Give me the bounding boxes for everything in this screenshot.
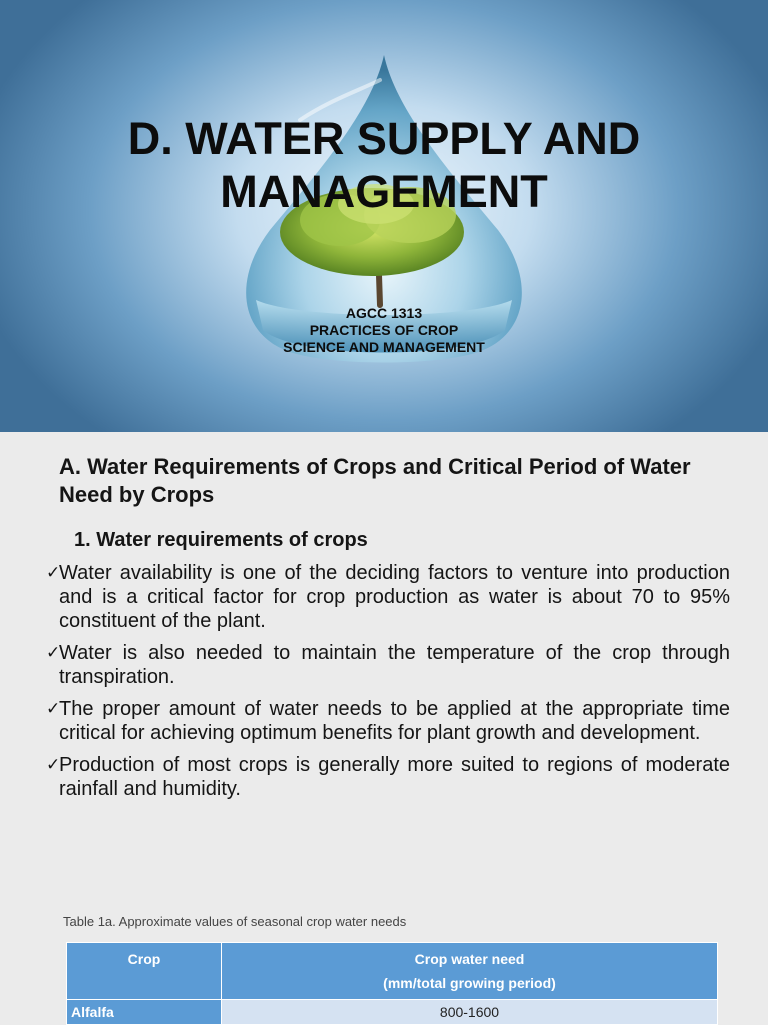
table-header-row [67,943,718,1000]
header-line-2: (mm/total growing period) [383,975,556,991]
water-need-cell: 800-1600 [222,1000,718,1025]
bullet-text: Water availability is one of the deciding factors to venture into production and is a critical factor for crop production as water is about 70 to 95% constituent of the plant. [59,562,730,632]
bullet-item [46,753,730,801]
title-slide [0,0,768,432]
table-caption: Table 1a. Approximate values of seasonal crop water needs [63,914,407,929]
bullet-item [46,697,730,745]
slide-subtitle [184,305,584,356]
bullet-item [46,641,730,689]
bullet-list [46,561,730,809]
bullet-text: Production of most crops is generally more suited to regions of moderate rainfall and humidity. [59,754,730,800]
crop-water-table [66,942,718,1025]
table-row [67,1000,718,1025]
section-subheading: 1. Water requirements of crops [74,529,368,551]
header-crop: Crop [67,943,222,1000]
table-slide [0,867,768,1024]
course-name-line-1: PRACTICES OF CROP [309,322,459,338]
content-slide [0,432,768,867]
crop-name-cell: Alfalfa [67,1000,222,1025]
checkmark-icon: ✓ [46,643,61,663]
course-name-line-2: SCIENCE AND MANAGEMENT [283,339,485,355]
checkmark-icon: ✓ [46,563,61,583]
header-crop-water-need [222,943,718,1000]
section-heading: A. Water Requirements of Crops and Critical Period of Water Need by Crops [59,454,691,507]
bullet-text: Water is also needed to maintain the temperature of the crop through transpiration. [59,642,730,688]
bullet-text: The proper amount of water needs to be applied at the appropriate time critical for achieving optimum benefits for plant growth and development. [59,698,730,744]
slide-title: D. WATER SUPPLY AND MANAGEMENT [127,113,641,217]
checkmark-icon: ✓ [46,699,61,719]
checkmark-icon: ✓ [46,755,61,775]
header-line-1: Crop water need [414,951,525,967]
course-code: AGCC 1313 [345,305,423,321]
bullet-item [46,561,730,633]
